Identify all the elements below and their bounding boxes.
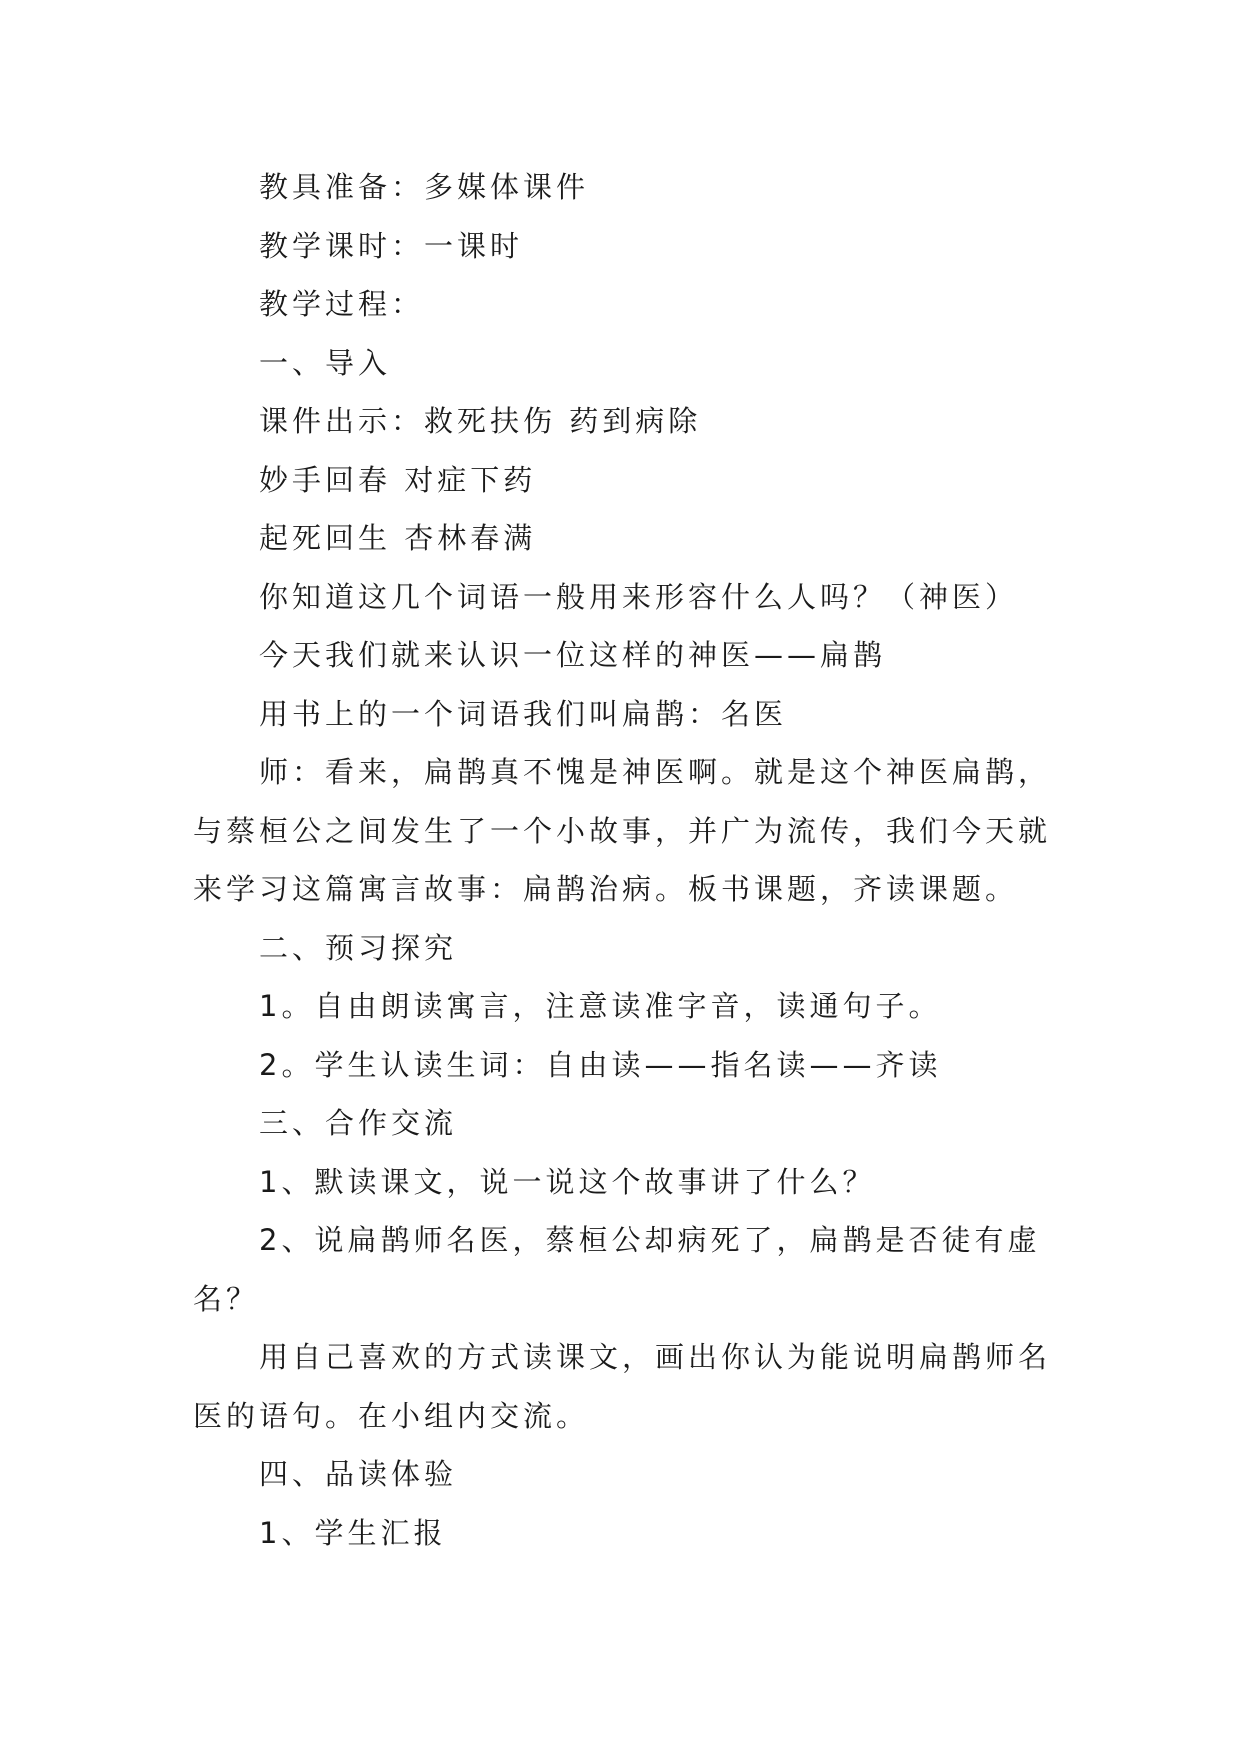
heading-introduction: 一、导入 bbox=[259, 345, 392, 380]
paragraph-teaching-aids: 教具准备：多媒体课件 bbox=[259, 170, 590, 204]
paragraph-courseware-2: 妙手回春 对症下药 bbox=[259, 462, 537, 497]
document-body bbox=[193, 158, 1073, 1562]
paragraph-courseware-3: 起死回生 杏林春满 bbox=[259, 521, 537, 555]
paragraph-cooperation-2: 2、说扁鹊师名医，蔡桓公却病死了，扁鹊是否徒有虚名？ bbox=[193, 1223, 1041, 1316]
paragraph-class-hours: 教学课时：一课时 bbox=[259, 228, 524, 263]
paragraph-preview-2: 2。学生认读生词：自由读——指名读——齐读 bbox=[259, 1047, 942, 1082]
heading-preview: 二、预习探究 bbox=[259, 930, 458, 965]
heading-experience: 四、品读体验 bbox=[259, 1457, 458, 1491]
paragraph-today: 今天我们就来认识一位这样的神医——扁鹊 bbox=[259, 638, 887, 672]
paragraph-question: 你知道这几个词语一般用来形容什么人吗？（神医） bbox=[259, 579, 1019, 614]
paragraph-reading: 用自己喜欢的方式读课文，画出你认为能说明扁鹊师名医的语句。在小组内交流。 bbox=[193, 1340, 1052, 1433]
paragraph-courseware-1: 课件出示：救死扶伤 药到病除 bbox=[259, 404, 702, 438]
paragraph-famous-doctor: 用书上的一个词语我们叫扁鹊：名医 bbox=[259, 696, 788, 731]
paragraph-cooperation-1: 1、默读课文，说一说这个故事讲了什么？ bbox=[259, 1164, 876, 1199]
heading-cooperation: 三、合作交流 bbox=[259, 1106, 458, 1140]
paragraph-teaching-process: 教学过程： bbox=[259, 287, 425, 321]
paragraph-preview-1: 1。自由朗读寓言，注意读准字音，读通句子。 bbox=[259, 989, 942, 1023]
paragraph-report: 1、学生汇报 bbox=[259, 1515, 447, 1550]
paragraph-teacher: 师：看来，扁鹊真不愧是神医啊。就是这个神医扁鹊，与蔡桓公之间发生了一个小故事，并广为流传，我们今天就来学习这篇寓言故事：扁鹊治病。板书课题，齐读课题。 bbox=[193, 755, 1052, 906]
